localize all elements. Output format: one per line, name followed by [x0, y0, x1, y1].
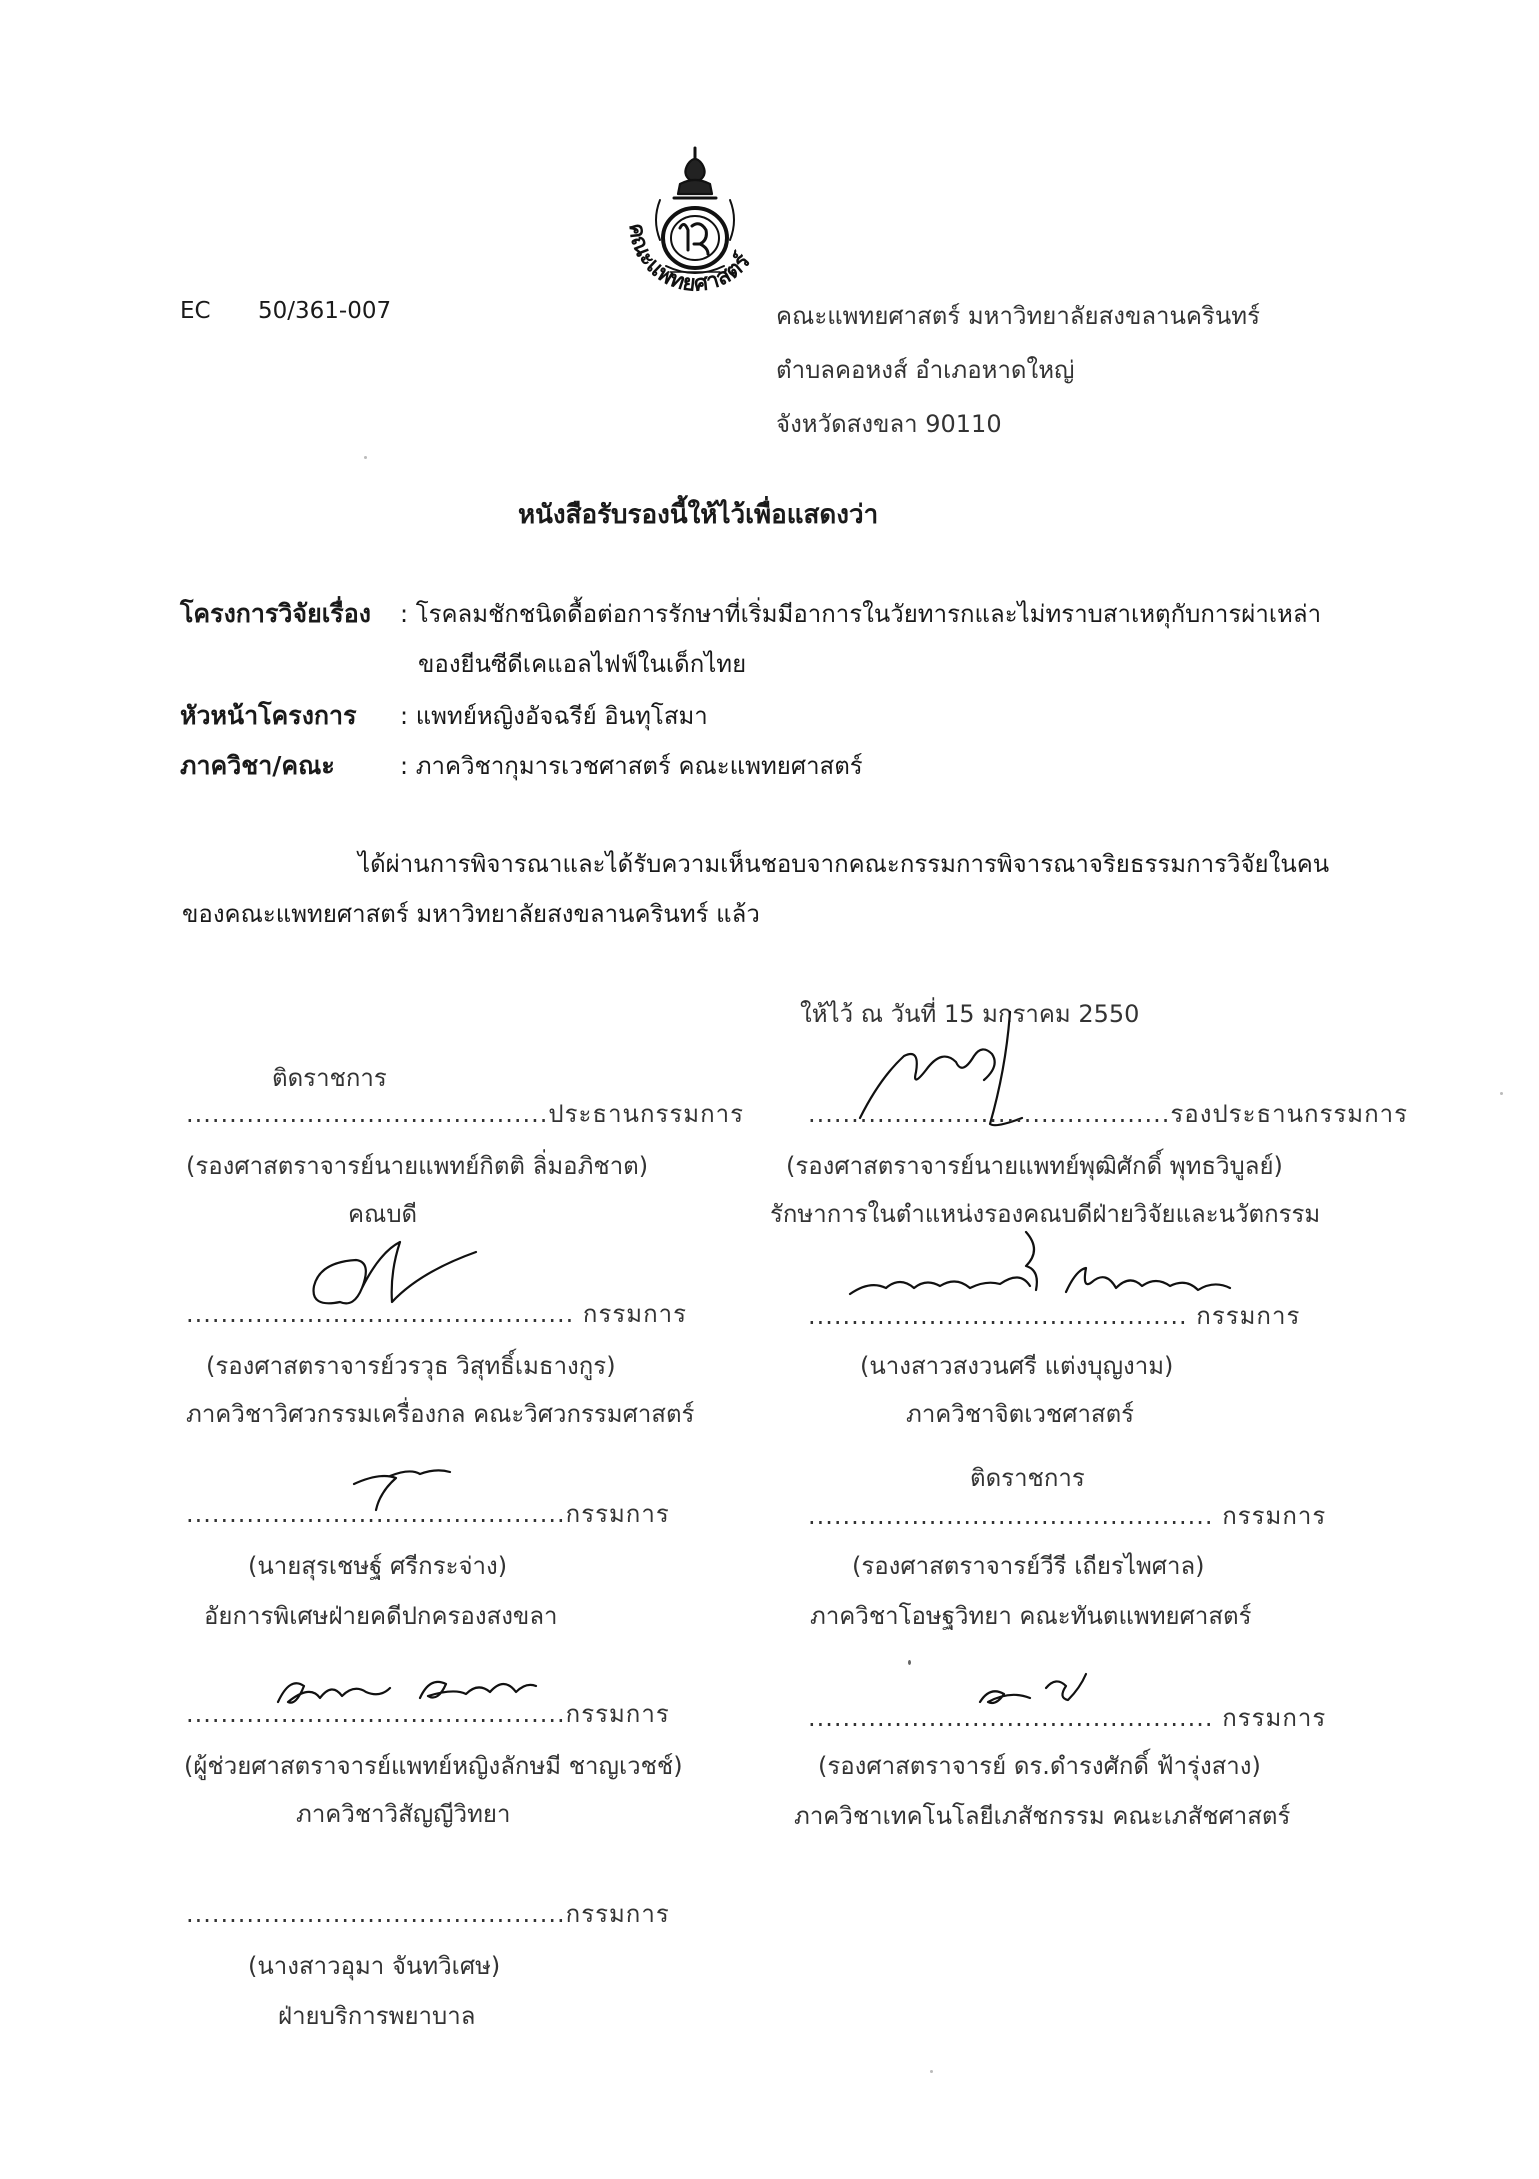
- address-line-3: จังหวัดสงขลา 90110: [776, 410, 1002, 438]
- m5-signature-line: ............................................กรรมการ: [186, 1700, 670, 1728]
- m3-signature-line: ............................................กรรมการ: [186, 1500, 670, 1528]
- m1-name: (รองศาสตราจารย์วรวุธ วิสุทธิ์เมธางกูร): [206, 1352, 616, 1380]
- dept-label: ภาควิชา/คณะ: [180, 751, 335, 780]
- project-label: โครงการวิจัยเรื่อง: [180, 599, 371, 628]
- body-line-1: ได้ผ่านการพิจารณาและได้รับความเห็นชอบจากคณะกรรมการพิจารณาจริยธรรมการวิจัยในคน: [358, 850, 1330, 878]
- seal-text: คณะแพทยศาสตร์: [623, 221, 756, 297]
- ec-label: EC: [180, 298, 211, 324]
- address-line-1: คณะแพทยศาสตร์ มหาวิทยาลัยสงขลานครินทร์: [776, 302, 1260, 330]
- m4-name: (รองศาสตราจารย์วีรี เถียรไพศาล): [852, 1552, 1205, 1580]
- m1-position: ภาควิชาวิศวกรรมเครื่องกล คณะวิศวกรรมศาสตร์: [186, 1400, 695, 1428]
- vice-signature-line: ..........................................รองประธานกรรมการ: [808, 1100, 1409, 1128]
- ec-number: 50/361-007: [258, 298, 392, 324]
- address-line-2: ตำบลคอหงส์ อำเภอหาดใหญ่: [776, 356, 1075, 384]
- m7-signature-line: ............................................กรรมการ: [186, 1900, 670, 1928]
- m7-position: ฝ่ายบริการพยาบาล: [278, 2002, 476, 2030]
- issue-date: ให้ไว้ ณ วันที่ 15 มกราคม 2550: [800, 1000, 1140, 1028]
- vice-position: รักษาการในตำแหน่งรองคณบดีฝ่ายวิจัยและนวัตกรรม: [770, 1200, 1321, 1228]
- vice-name: (รองศาสตราจารย์นายแพทย์พุฒิศักดิ์ พุทธวิบูลย์): [786, 1152, 1283, 1180]
- dept-value: : ภาควิชากุมารเวชศาสตร์ คณะแพทยศาสตร์: [400, 752, 863, 780]
- m2-signature-line: ............................................ กรรมการ: [808, 1302, 1301, 1330]
- faculty-seal-emblem: [600, 140, 790, 330]
- m4-position: ภาควิชาโอษฐวิทยา คณะทันตแพทยศาสตร์: [810, 1602, 1252, 1630]
- chair-name: (รองศาสตราจารย์นายแพทย์กิตติ ลิ่มอภิชาต): [186, 1152, 649, 1180]
- m1-signature-line: ............................................. กรรมการ: [186, 1300, 687, 1328]
- head-value: : แพทย์หญิงอัจฉรีย์ อินทุโสมา: [400, 702, 708, 730]
- chair-absence-note: ติดราชการ: [272, 1064, 387, 1092]
- m2-name: (นางสาวสงวนศรี แต่งบุญงาม): [860, 1352, 1174, 1380]
- scan-speck: [908, 1660, 911, 1665]
- m5-name: (ผู้ช่วยศาสตราจารย์แพทย์หญิงลักษมี ชาญเวชช์): [184, 1752, 683, 1780]
- body-line-2: ของคณะแพทยศาสตร์ มหาวิทยาลัยสงขลานครินทร์ แล้ว: [182, 900, 760, 928]
- m6-signature-line: ............................................... กรรมการ: [808, 1704, 1327, 1732]
- head-label: หัวหน้าโครงการ: [180, 701, 357, 730]
- certificate-title: หนังสือรับรองนี้ให้ไว้เพื่อแสดงว่า: [518, 500, 879, 530]
- chair-position: คณบดี: [348, 1200, 418, 1228]
- m4-absence-note: ติดราชการ: [970, 1464, 1085, 1492]
- chair-signature-line: ..........................................ประธานกรรมการ: [186, 1100, 744, 1128]
- scan-speck: [364, 456, 367, 459]
- m7-name: (นางสาวอุมา จันทวิเศษ): [248, 1952, 501, 1980]
- m2-position: ภาควิชาจิตเวชศาสตร์: [906, 1400, 1135, 1428]
- m5-position: ภาควิชาวิสัญญีวิทยา: [296, 1800, 511, 1828]
- m6-name: (รองศาสตราจารย์ ดร.ดำรงศักดิ์ ฟ้ารุ่งสาง): [818, 1752, 1261, 1780]
- m3-position: อัยการพิเศษฝ่ายคดีปกครองสงขลา: [204, 1602, 558, 1630]
- project-title-line-1: : โรคลมชักชนิดดื้อต่อการรักษาที่เริ่มมีอาการในวัยทารกและไม่ทราบสาเหตุกับการผ่าเหล่า: [400, 600, 1322, 628]
- m6-position: ภาควิชาเทคโนโลยีเภสัชกรรม คณะเภสัชศาสตร์: [794, 1802, 1291, 1830]
- scan-speck: [1500, 1092, 1503, 1095]
- m4-signature-line: ............................................... กรรมการ: [808, 1502, 1327, 1530]
- scan-speck: [930, 2070, 933, 2073]
- m3-name: (นายสุรเชษฐ์ ศรีกระจ่าง): [248, 1552, 508, 1580]
- project-title-line-2: ของยีนซีดีเคแอลไฟฟ์ในเด็กไทย: [418, 650, 747, 678]
